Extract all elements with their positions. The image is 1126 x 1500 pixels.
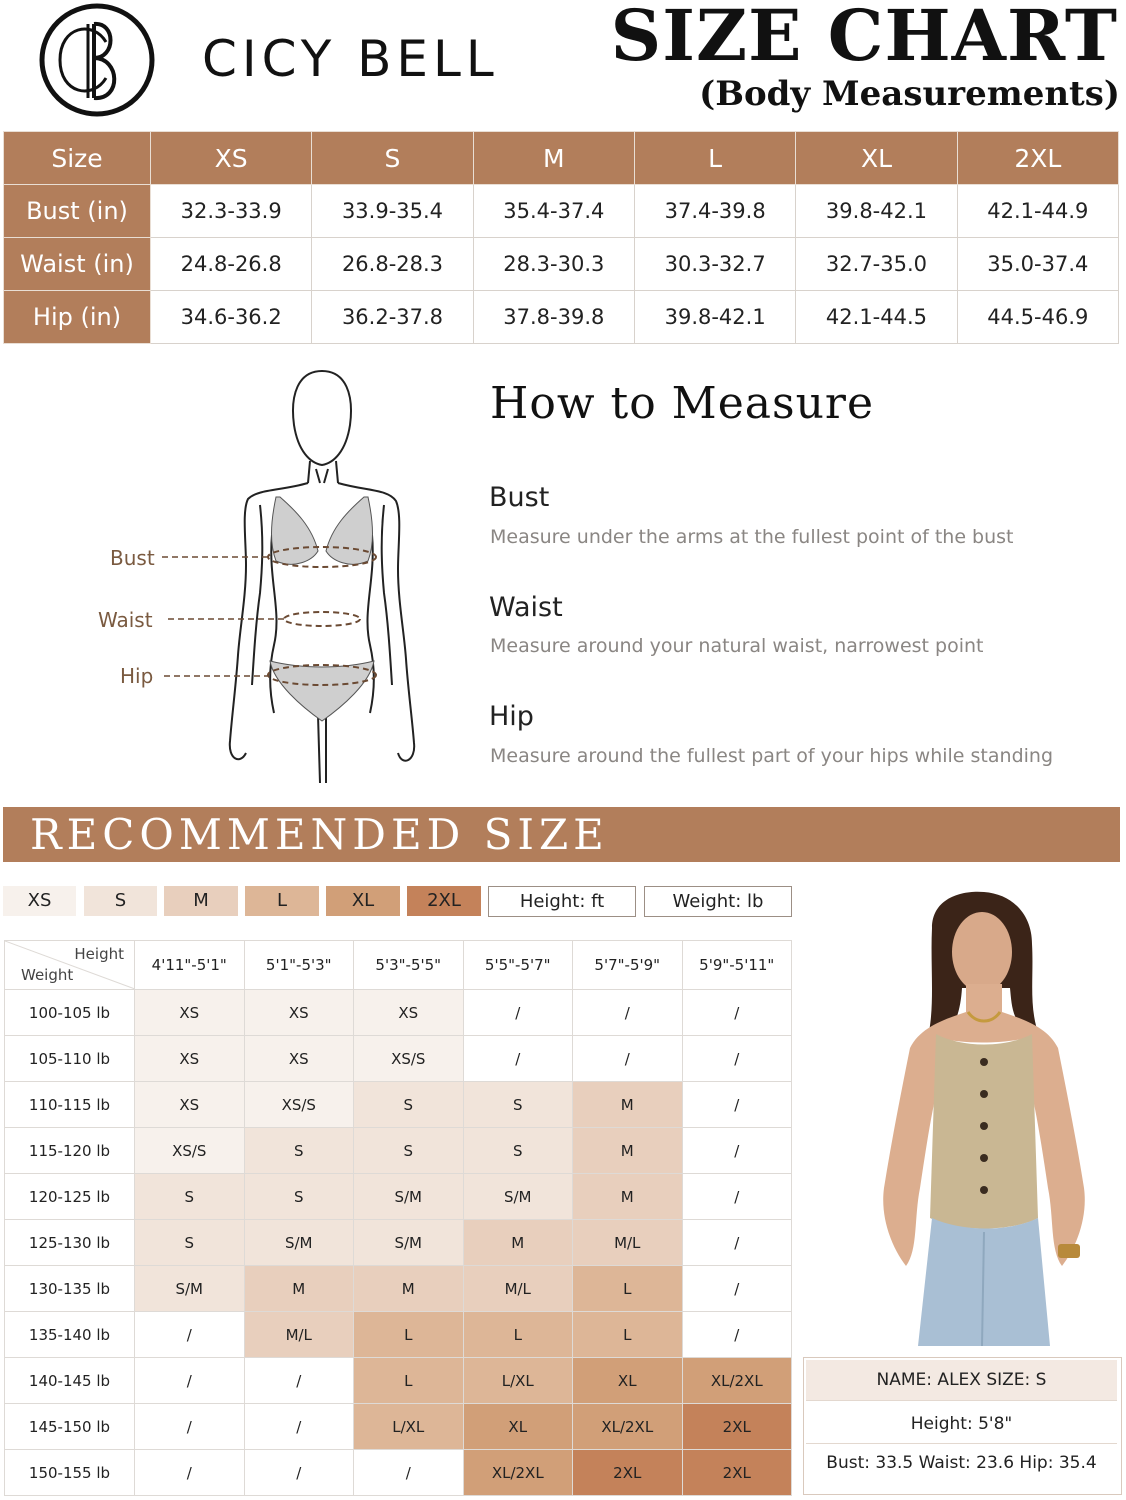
size-cell: / [682, 1220, 792, 1266]
legend-weight-unit: Weight: lb [644, 886, 792, 917]
height-header: 5'9"-5'11" [682, 941, 792, 990]
how-to-measure-title: How to Measure [490, 378, 874, 429]
legend-height-unit: Height: ft [488, 886, 636, 917]
height-header: 5'5"-5'7" [463, 941, 573, 990]
size-cell: 2XL [682, 1404, 792, 1450]
table-row [5, 990, 792, 1036]
size-cell: M/L [573, 1220, 683, 1266]
height-header: 5'3"-5'5" [354, 941, 464, 990]
size-cell: L [354, 1312, 464, 1358]
size-cell: L [573, 1266, 683, 1312]
size-cell: M/L [244, 1312, 354, 1358]
size-cell: M [573, 1128, 683, 1174]
table-cell: 42.1-44.9 [957, 185, 1118, 238]
model-height: Height: 5'8" [910, 1414, 1013, 1434]
table-cell: 28.3-30.3 [473, 238, 634, 291]
weight-label: 100-105 lb [5, 990, 135, 1036]
recommended-size-table [4, 940, 792, 1496]
size-cell: / [682, 1082, 792, 1128]
legend-2xl: 2XL [407, 886, 481, 916]
table-cell: 33.9-35.4 [312, 185, 473, 238]
size-cell: XL/2XL [573, 1404, 683, 1450]
size-cell: M [244, 1266, 354, 1312]
legend-xl: XL [326, 886, 400, 916]
size-cell: / [682, 1128, 792, 1174]
size-cell: XS [135, 1036, 245, 1082]
size-cell: / [244, 1450, 354, 1496]
table-cell: 26.8-28.3 [312, 238, 473, 291]
size-cell: / [244, 1404, 354, 1450]
body-measurement-table [3, 131, 1119, 344]
table-row [5, 1128, 792, 1174]
size-cell: / [682, 1266, 792, 1312]
table-cell: 36.2-37.8 [312, 291, 473, 344]
table-row [4, 291, 1119, 344]
row-label-hip: Hip (in) [4, 291, 151, 344]
body-measurement-figure [90, 365, 430, 790]
brand-name: CICY BELL [202, 30, 499, 88]
size-header-m: M [473, 132, 634, 185]
size-cell: S [354, 1082, 464, 1128]
table-cell: 35.4-37.4 [473, 185, 634, 238]
size-cell: XS/S [135, 1128, 245, 1174]
size-cell: L [354, 1358, 464, 1404]
corner-height-label: Height [74, 945, 124, 963]
size-cell: XS [135, 990, 245, 1036]
size-cell: / [573, 990, 683, 1036]
size-cell: XS [244, 1036, 354, 1082]
row-label-bust: Bust (in) [4, 185, 151, 238]
size-cell: XL/2XL [682, 1358, 792, 1404]
size-cell: / [135, 1358, 245, 1404]
table-row [5, 1174, 792, 1220]
bust-instruction: Measure under the arms at the fullest point of the bust [490, 526, 1014, 548]
table-header-row [4, 132, 1119, 185]
weight-label: 125-130 lb [5, 1220, 135, 1266]
table-row [4, 238, 1119, 291]
model-photo [862, 888, 1106, 1346]
size-header-s: S [312, 132, 473, 185]
corner-weight-label: Weight [21, 966, 74, 984]
corner-cell [5, 941, 135, 990]
weight-label: 140-145 lb [5, 1358, 135, 1404]
size-cell: / [135, 1450, 245, 1496]
table-row [5, 1312, 792, 1358]
table-row [5, 1036, 792, 1082]
size-cell: S/M [354, 1220, 464, 1266]
size-cell: M [573, 1174, 683, 1220]
size-header-xl: XL [796, 132, 957, 185]
weight-label: 105-110 lb [5, 1036, 135, 1082]
height-header: 5'1"-5'3" [244, 941, 354, 990]
weight-label: 135-140 lb [5, 1312, 135, 1358]
size-cell: XS [135, 1082, 245, 1128]
table-header-row [5, 941, 792, 990]
size-cell: XL [573, 1358, 683, 1404]
table-cell: 42.1-44.5 [796, 291, 957, 344]
weight-label: 145-150 lb [5, 1404, 135, 1450]
size-cell: 2XL [682, 1450, 792, 1496]
size-cell: S [244, 1174, 354, 1220]
size-cell: M/L [463, 1266, 573, 1312]
table-cell: 35.0-37.4 [957, 238, 1118, 291]
model-measurements: Bust: 33.5 Waist: 23.6 Hip: 35.4 [826, 1453, 1097, 1473]
page-title: SIZE CHART [610, 0, 1118, 77]
size-cell: / [354, 1450, 464, 1496]
table-cell: 44.5-46.9 [957, 291, 1118, 344]
page-subtitle: (Body Measurements) [699, 74, 1120, 114]
figure-label-hip: Hip [120, 664, 154, 688]
size-cell: L [463, 1312, 573, 1358]
model-name-size: NAME: ALEX SIZE: S [876, 1370, 1047, 1390]
size-header: Size [4, 132, 151, 185]
table-cell: 37.8-39.8 [473, 291, 634, 344]
recommended-title: RECOMMENDED SIZE [30, 810, 609, 859]
size-cell: / [682, 1312, 792, 1358]
figure-label-waist: Waist [98, 608, 153, 632]
size-cell: XS/S [244, 1082, 354, 1128]
size-cell: / [682, 1174, 792, 1220]
legend-xs: XS [3, 886, 76, 916]
size-cell: S [135, 1220, 245, 1266]
size-cell: XS/S [354, 1036, 464, 1082]
brand-logo [38, 2, 156, 118]
size-cell: L/XL [463, 1358, 573, 1404]
figure-label-bust: Bust [110, 546, 155, 570]
size-cell: S [244, 1128, 354, 1174]
size-cell: S/M [354, 1174, 464, 1220]
size-header-2xl: 2XL [957, 132, 1118, 185]
height-header: 5'7"-5'9" [573, 941, 683, 990]
row-label-waist: Waist (in) [4, 238, 151, 291]
table-row [4, 185, 1119, 238]
size-cell: S/M [463, 1174, 573, 1220]
size-cell: S [135, 1174, 245, 1220]
weight-label: 120-125 lb [5, 1174, 135, 1220]
model-divider [806, 1443, 1117, 1444]
size-cell: S [463, 1082, 573, 1128]
size-cell: M [463, 1220, 573, 1266]
table-cell: 30.3-32.7 [634, 238, 795, 291]
bust-heading: Bust [489, 482, 550, 513]
size-cell: / [135, 1404, 245, 1450]
table-cell: 39.8-42.1 [796, 185, 957, 238]
table-row [5, 1450, 792, 1496]
table-cell: 32.3-33.9 [151, 185, 312, 238]
model-divider [806, 1400, 1117, 1401]
size-cell: 2XL [573, 1450, 683, 1496]
size-cell: XS [354, 990, 464, 1036]
hip-instruction: Measure around the fullest part of your hips while standing [490, 745, 1054, 767]
size-cell: / [573, 1036, 683, 1082]
size-cell: / [682, 1036, 792, 1082]
hip-heading: Hip [489, 701, 534, 732]
legend-s: S [84, 886, 157, 916]
weight-label: 115-120 lb [5, 1128, 135, 1174]
height-header: 4'11"-5'1" [135, 941, 245, 990]
size-cell: S [463, 1128, 573, 1174]
size-header-xs: XS [151, 132, 312, 185]
table-cell: 34.6-36.2 [151, 291, 312, 344]
waist-instruction: Measure around your natural waist, narrowest point [490, 635, 984, 657]
size-cell: M [573, 1082, 683, 1128]
weight-label: 110-115 lb [5, 1082, 135, 1128]
size-cell: / [682, 990, 792, 1036]
waist-heading: Waist [489, 592, 563, 623]
size-cell: L [573, 1312, 683, 1358]
table-row [5, 1266, 792, 1312]
table-cell: 39.8-42.1 [634, 291, 795, 344]
size-cell: L/XL [354, 1404, 464, 1450]
size-cell: M [354, 1266, 464, 1312]
size-cell: S [354, 1128, 464, 1174]
weight-label: 130-135 lb [5, 1266, 135, 1312]
size-cell: / [463, 1036, 573, 1082]
size-cell: XL/2XL [463, 1450, 573, 1496]
table-row [5, 1220, 792, 1266]
size-cell: / [463, 990, 573, 1036]
table-cell: 32.7-35.0 [796, 238, 957, 291]
table-row [5, 1358, 792, 1404]
table-row [5, 1404, 792, 1450]
table-row [5, 1082, 792, 1128]
legend-m: M [164, 886, 238, 916]
size-cell: XL [463, 1404, 573, 1450]
size-cell: / [244, 1358, 354, 1404]
size-cell: / [135, 1312, 245, 1358]
size-header-l: L [634, 132, 795, 185]
table-cell: 24.8-26.8 [151, 238, 312, 291]
size-cell: S/M [244, 1220, 354, 1266]
table-cell: 37.4-39.8 [634, 185, 795, 238]
size-cell: S/M [135, 1266, 245, 1312]
size-cell: XS [244, 990, 354, 1036]
weight-label: 150-155 lb [5, 1450, 135, 1496]
legend-l: L [245, 886, 319, 916]
